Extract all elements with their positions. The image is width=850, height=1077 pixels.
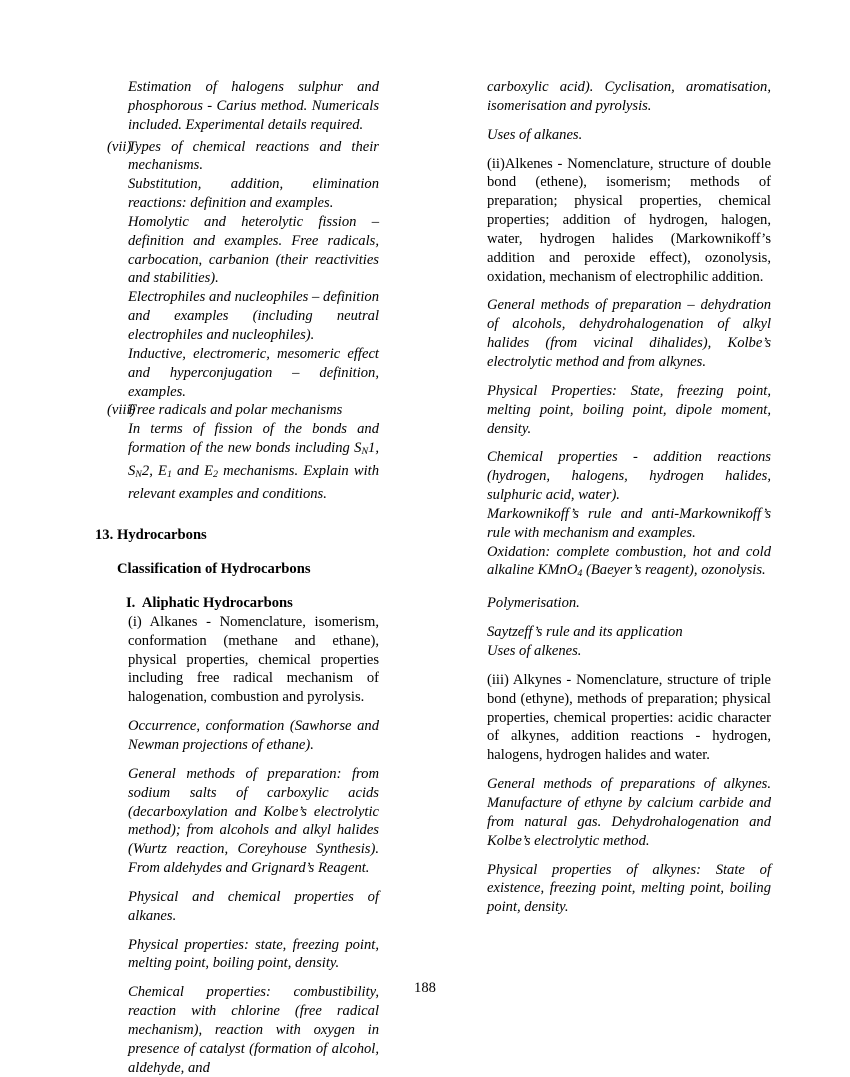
paragraph-chemical-properties-alkanes: Chemical properties: combustibility, reaction with chlorine (free radical mechanism), reaction with oxygen in presence of catalyst (formation of alcohol, aldehyde, and xyxy=(128,984,379,1076)
subscript-kmno4: 4 xyxy=(577,568,583,580)
spacer xyxy=(487,145,771,155)
paragraph-fission-mechanisms xyxy=(128,420,379,504)
right-column xyxy=(487,78,771,917)
paragraph-polymerisation: Polymerisation. xyxy=(487,595,580,612)
list-marker-vii: (vii) xyxy=(107,138,132,155)
chapter-number: 13. xyxy=(95,526,114,543)
spacer xyxy=(487,765,771,775)
paragraph-physical-properties-alkenes: Physical Properties: State, freezing point, melting point, boiling point, dipole moment, density. xyxy=(487,382,771,437)
paragraph-substitution: Substitution, addition, elimination reactions: definition and examples. xyxy=(128,176,379,212)
spacer xyxy=(95,878,379,888)
paragraph-carboxylic-acid-cont: carboxylic acid). Cyclisation, aromatisation, isomerisation and pyrolysis. xyxy=(487,79,771,114)
fission-text-pre: In terms of fission of the bonds and formation of the new bonds including S xyxy=(128,421,379,457)
paragraph-uses-of-alkanes: Uses of alkanes. xyxy=(487,126,583,143)
paragraph-saytzeff-rule: Saytzeff’s rule and its application xyxy=(487,624,683,641)
paragraph-occurrence: Occurrence, conformation (Sawhorse and Newman projections of ethane). xyxy=(128,718,379,753)
spacer xyxy=(95,926,379,936)
chapter-heading xyxy=(95,526,379,545)
paragraph-general-methods-alkynes: General methods of preparations of alkynes. Manufacture of ethyne by calcium carbide and from natural gas. Dehydrohalogenation and Kolbe’s electrolytic method. xyxy=(487,776,771,849)
fission-mid-3: and E xyxy=(171,463,214,480)
paragraph-oxidation xyxy=(487,543,771,585)
subscript-e-1: 1 xyxy=(166,469,172,481)
fission-text-post: mechanisms. Explain with relevant examples and conditions. xyxy=(128,463,379,503)
chapter-title: Hydrocarbons xyxy=(117,526,207,543)
spacer xyxy=(487,661,771,671)
paragraph-alkenes: (ii)Alkenes - Nomenclature, structure of double bond (ethene), isomerism; methods of preparation; physical properties, chemical properties; addition of hydrogen, halogen, water, hydrogen halides (Markownikoff’s addition and peroxide effect), ozonolysis, oxidation, mechanism of electrophilic addition. xyxy=(487,155,771,285)
list-item-viii-text: Free radicals and polar mechanisms xyxy=(128,402,343,419)
oxidation-text-pre: Oxidation: complete combustion, hot and cold alkaline KMnO xyxy=(487,543,771,579)
spacer xyxy=(487,613,771,623)
paragraph-physical-properties-alkynes: Physical properties of alkynes: State of existence, freezing point, melting point, boiling point, density. xyxy=(487,861,771,916)
section-heading xyxy=(126,594,379,613)
paragraph-general-methods-alkenes: General methods of preparation – dehydration of alcohols, dehydrohalogenation of alkyl halides (from vicinal dihalides), Kolbe’s electrolytic method and from alkynes. xyxy=(487,297,771,370)
oxidation-text-post: (Baeyer’s reagent), ozonolysis. xyxy=(582,562,766,579)
fission-mid-1: 1, S xyxy=(128,440,379,480)
spacer xyxy=(95,755,379,765)
paragraph-general-methods-alkanes: General methods of preparation: from sodium salts of carboxylic acids (decarboxylation and Kolbe’s electrolytic method); from alcohols and alkyl halides (Wurtz reaction, Coreyhouse Synthesis). From aldehydes and Grignard’s Reagent. xyxy=(128,765,379,877)
subscript-n-2: N xyxy=(135,469,142,481)
list-item-vii-text: Types of chemical reactions and their mechanisms. xyxy=(128,138,379,174)
section-number: I. xyxy=(126,594,136,611)
paragraph-electrophiles: Electrophiles and nucleophiles – definition and examples (including neutral electrophiles and nucleophiles). xyxy=(128,289,379,343)
paragraph-homolytic: Homolytic and heterolytic fission – definition and examples. Free radicals, carbocation, carbanion (their reactivities and stabilities). xyxy=(128,213,379,287)
list-item-vii xyxy=(107,138,379,176)
chapter-subtitle: Classification of Hydrocarbons xyxy=(117,560,311,577)
paragraph-estimation: Estimation of halogens sulphur and phosphorous - Carius method. Numericals included. Experimental details required. xyxy=(128,79,379,133)
paragraph-chemical-properties-alkenes: Chemical properties - addition reactions (hydrogen, halogens, hydrogen halides, sulphuric acid, water). xyxy=(487,449,771,504)
spacer xyxy=(487,372,771,382)
paragraph-markownikoff-rule: Markownikoff’s rule and anti-Markownikoff’s rule with mechanism and examples. xyxy=(487,505,771,541)
spacer xyxy=(487,116,771,126)
paragraph-alkynes: (iii) Alkynes - Nomenclature, structure of triple bond (ethyne), methods of preparation; physical properties, chemical properties: acidic character of alkynes, addition reactions - hydrogen, halogens, hydrogen halides and water. xyxy=(487,671,771,764)
left-column xyxy=(95,78,379,1077)
list-item-viii xyxy=(107,401,379,420)
paragraph-alkanes: (i) Alkanes - Nomenclature, isomerism, conformation (methane and ethane), physical properties, chemical properties including free radical mechanism of halogenation, combustion and pyrolysis. xyxy=(128,613,379,706)
spacer xyxy=(487,851,771,861)
fission-mid-2: 2, E xyxy=(141,463,167,480)
paragraph-uses-of-alkenes: Uses of alkenes. xyxy=(487,643,582,660)
spacer xyxy=(95,707,379,717)
section-title: Aliphatic Hydrocarbons xyxy=(141,594,293,611)
spacer xyxy=(487,584,771,594)
paragraph-inductive: Inductive, electromeric, mesomeric effect and hyperconjugation – definition, examples. xyxy=(128,345,379,400)
paragraph-physical-chemical-alkanes: Physical and chemical properties of alkanes. xyxy=(128,888,379,924)
subscript-n-1: N xyxy=(361,446,369,458)
spacer xyxy=(487,286,771,296)
spacer xyxy=(487,438,771,448)
paragraph-physical-properties-alkanes: Physical properties: state, freezing point, melting point, boiling point, density. xyxy=(128,936,379,972)
subscript-e-2: 2 xyxy=(213,469,218,481)
page-number: 188 xyxy=(414,980,436,996)
list-marker-viii: (viii) xyxy=(107,402,136,419)
